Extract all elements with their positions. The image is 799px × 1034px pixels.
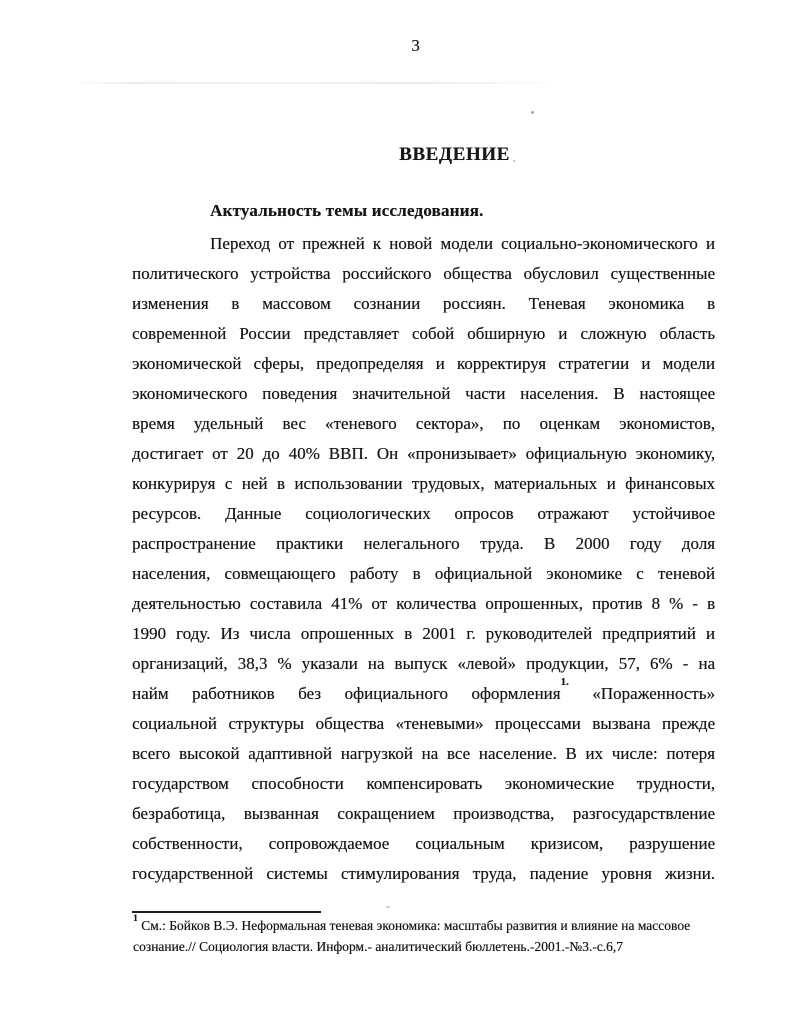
body-line: экономической сферы, предопределяя и корректируя стратегии и модели bbox=[132, 354, 715, 373]
footnote-marker: 1 bbox=[133, 913, 138, 924]
body-line bbox=[132, 676, 715, 709]
body-line: собственности, сопровождаемое социальным кризисом, разрушение bbox=[132, 834, 715, 853]
body-line: время удельный вес «теневого сектора», по оценкам экономистов, bbox=[132, 414, 715, 433]
body-line-text: «Пораженность» bbox=[568, 684, 715, 703]
scan-artifact bbox=[72, 82, 564, 84]
body-line: экономического поведения значительной части населения. В настоящее bbox=[132, 384, 715, 403]
body-text bbox=[132, 229, 715, 889]
body-line: государством способности компенсировать экономические трудности, bbox=[132, 774, 715, 793]
body-line: организаций, 38,3 % указали на выпуск «левой» продукции, 57, 6% - на bbox=[132, 654, 715, 673]
page-number: 3 bbox=[411, 36, 420, 55]
body-line: государственной системы стимулирования труда, падение уровня жизни. bbox=[132, 864, 715, 883]
body-line: деятельностью составила 41% от количества опрошенных, против 8 % - в bbox=[132, 594, 715, 613]
section-heading: Актуальность темы исследования. bbox=[210, 201, 484, 220]
body-line: конкурируя с ней в использовании трудовых, материальных и финансовых bbox=[132, 474, 715, 493]
body-line: достигает от 20 до 40% ВВП. Он «пронизывает» официальную экономику, bbox=[132, 444, 715, 463]
body-line-text: найм работников без официального оформления bbox=[132, 684, 561, 703]
body-line: всего высокой адаптивной нагрузкой на все население. В их числе: потеря bbox=[132, 744, 715, 763]
body-line: ресурсов. Данные социологических опросов отражают устойчивое bbox=[132, 504, 715, 523]
body-line: населения, совмещающего работу в официальной экономике с теневой bbox=[132, 564, 715, 583]
footnote-line: сознание.// Социология власти. Информ.- аналитический бюллетень.-2001.-№3.-с.6,7 bbox=[133, 938, 623, 954]
body-line: безработица, вызванная сокращением производства, разгосударствление bbox=[132, 804, 715, 823]
scan-artifact bbox=[386, 906, 390, 908]
document-title: ВВЕДЕНИЕ bbox=[399, 144, 510, 165]
body-line: социальной структуры общества «теневыми» процессами вызвана прежде bbox=[132, 714, 715, 733]
body-line: современной России представляет собой обширную и сложную область bbox=[132, 324, 715, 343]
body-line: Переход от прежней к новой модели социально-экономического и bbox=[210, 234, 715, 253]
body-line: политического устройства российского общества обусловил существенные bbox=[132, 264, 715, 283]
body-line: 1990 году. Из числа опрошенных в 2001 г. руководителей предприятий и bbox=[132, 624, 715, 643]
body-line: изменения в массовом сознании россиян. Теневая экономика в bbox=[132, 294, 715, 313]
scan-artifact bbox=[531, 111, 534, 114]
footnote-divider bbox=[132, 911, 321, 913]
body-line: распространение практики нелегального труда. В 2000 году доля bbox=[132, 534, 715, 553]
footnote-reference: 1. bbox=[560, 676, 569, 689]
footnote-line: $^1$ См.: Бойков В.Э. Неформальная теневая экономика: масштабы развития и влияние на массовое bbox=[133, 913, 691, 933]
footnote-text bbox=[133, 913, 733, 957]
